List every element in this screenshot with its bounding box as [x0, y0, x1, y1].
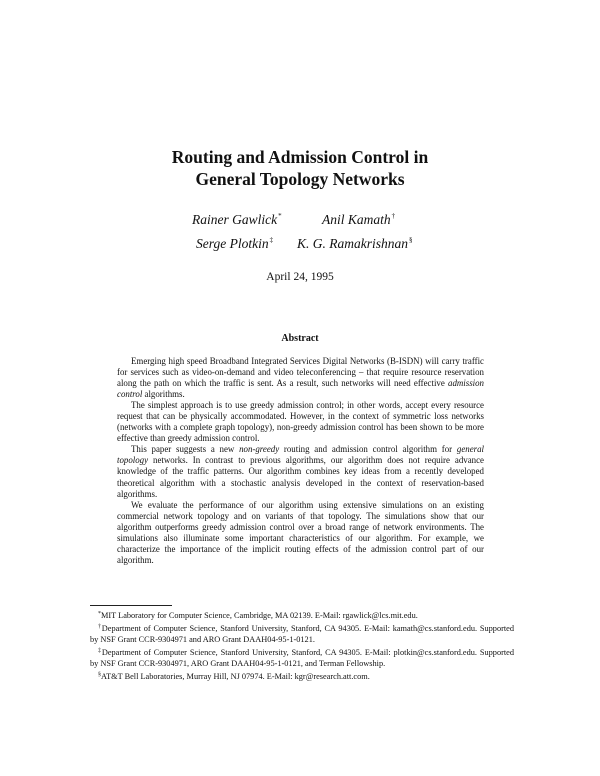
- author-plotkin: [196, 236, 273, 252]
- author-name: Serge Plotkin: [196, 236, 269, 251]
- abstract-paragraph: [117, 400, 484, 444]
- abstract-text: routing and admission control algorithm for: [279, 444, 457, 455]
- footnote-text: MIT Laboratory for Computer Science, Cambridge, MA 02139. E-Mail: rgawlick@lcs.mit.edu.: [101, 611, 418, 620]
- footnote-mark: *: [98, 611, 101, 617]
- footnote-mark: §: [98, 671, 101, 678]
- footnote-gawlick: [90, 609, 514, 622]
- abstract-text: networks. In contrast to previous algorithms, our algorithm does not require advance knowledge of the traffic patterns. Our algorithm combines key ideas from a recently developed theoretical algorithm with a stochastic analysis developed in the context of reservation-based algorithms.: [117, 455, 484, 499]
- footnote-mark: †: [391, 212, 396, 220]
- paper-date: April 24, 1995: [266, 271, 334, 283]
- paper-title-line-1: Routing and Admission Control in: [171, 147, 429, 167]
- abstract-text: algorithms.: [142, 389, 185, 400]
- author-name: Rainer Gawlick: [192, 212, 278, 227]
- author-name: K. G. Ramakrishnan: [297, 236, 408, 251]
- abstract-heading: Abstract: [281, 333, 319, 344]
- footnote-kamath: [90, 622, 514, 646]
- footnote-mark: †: [98, 623, 102, 630]
- footnote-ramakrishnan: [90, 670, 514, 683]
- footnote-mark: *: [278, 212, 282, 220]
- abstract-text: This paper suggests a new: [131, 444, 240, 455]
- abstract-body: [117, 356, 484, 566]
- author-kamath: [322, 212, 395, 228]
- footnote-plotkin: [90, 646, 514, 670]
- footnote-mark: ‡: [269, 236, 274, 244]
- abstract-paragraph: [117, 356, 484, 400]
- abstract-text: The simplest approach is to use greedy admission control; in other words, accept every resource request that can be physically accommodated. However, in the context of symmetric loss networks (networks with a complete graph topology), non-greedy admission control has been shown to be more effective than greedy admission control.: [117, 400, 484, 444]
- abstract-emphasis: non-greedy: [239, 444, 280, 455]
- abstract-paragraph: [117, 500, 484, 566]
- footnote-text: Department of Computer Science, Stanford University, Stanford, CA 94305. E-Mail: plotkin@cs.stanford.edu. Supported by NSF Grant CCR-9304971, ARO Grant DAAH04-95-1-0121, and Terman Fellowship.: [90, 647, 515, 668]
- abstract-emphasis: general topology: [117, 444, 484, 466]
- footnote-text: Department of Computer Science, Stanford University, Stanford, CA 94305. E-Mail: kamath@cs.stanford.edu. Supported by NSF Grant CCR-9304971 and ARO Grant DAAH04-95-1-0121.: [90, 623, 515, 644]
- abstract-paragraph: [117, 444, 484, 499]
- footnote-mark: ‡: [98, 647, 102, 654]
- footnotes: [90, 609, 514, 682]
- footnote-text: AT&T Bell Laboratories, Murray Hill, NJ 07974. E-Mail: kgr@research.att.com.: [101, 671, 370, 681]
- abstract-text: We evaluate the performance of our algorithm using extensive simulations on an existing commercial network topology and on variants of that topology. The simulations show that our algorithm outperforms greedy admission control over a broad range of network environments. The simulations also illuminate some important characteristics of our algorithm. For example, we characterize the importance of the implicit routing effects of the admission control part of our algorithm.: [117, 499, 484, 565]
- author-name: Anil Kamath: [322, 212, 391, 227]
- paper-title-line-2: General Topology Networks: [195, 169, 405, 189]
- abstract-emphasis: admission control: [117, 378, 484, 400]
- abstract-text: Emerging high speed Broadband Integrated Services Digital Networks (B-ISDN) will carry traffic for services such as video-on-demand and video teleconferencing – that require resource reservation along the path on which the traffic is sent. As a result, such networks will need effective: [117, 356, 484, 389]
- footnote-mark: §: [409, 236, 413, 244]
- footnote-divider: [90, 605, 172, 606]
- author-ramakrishnan: [297, 236, 413, 252]
- author-gawlick: [192, 212, 282, 228]
